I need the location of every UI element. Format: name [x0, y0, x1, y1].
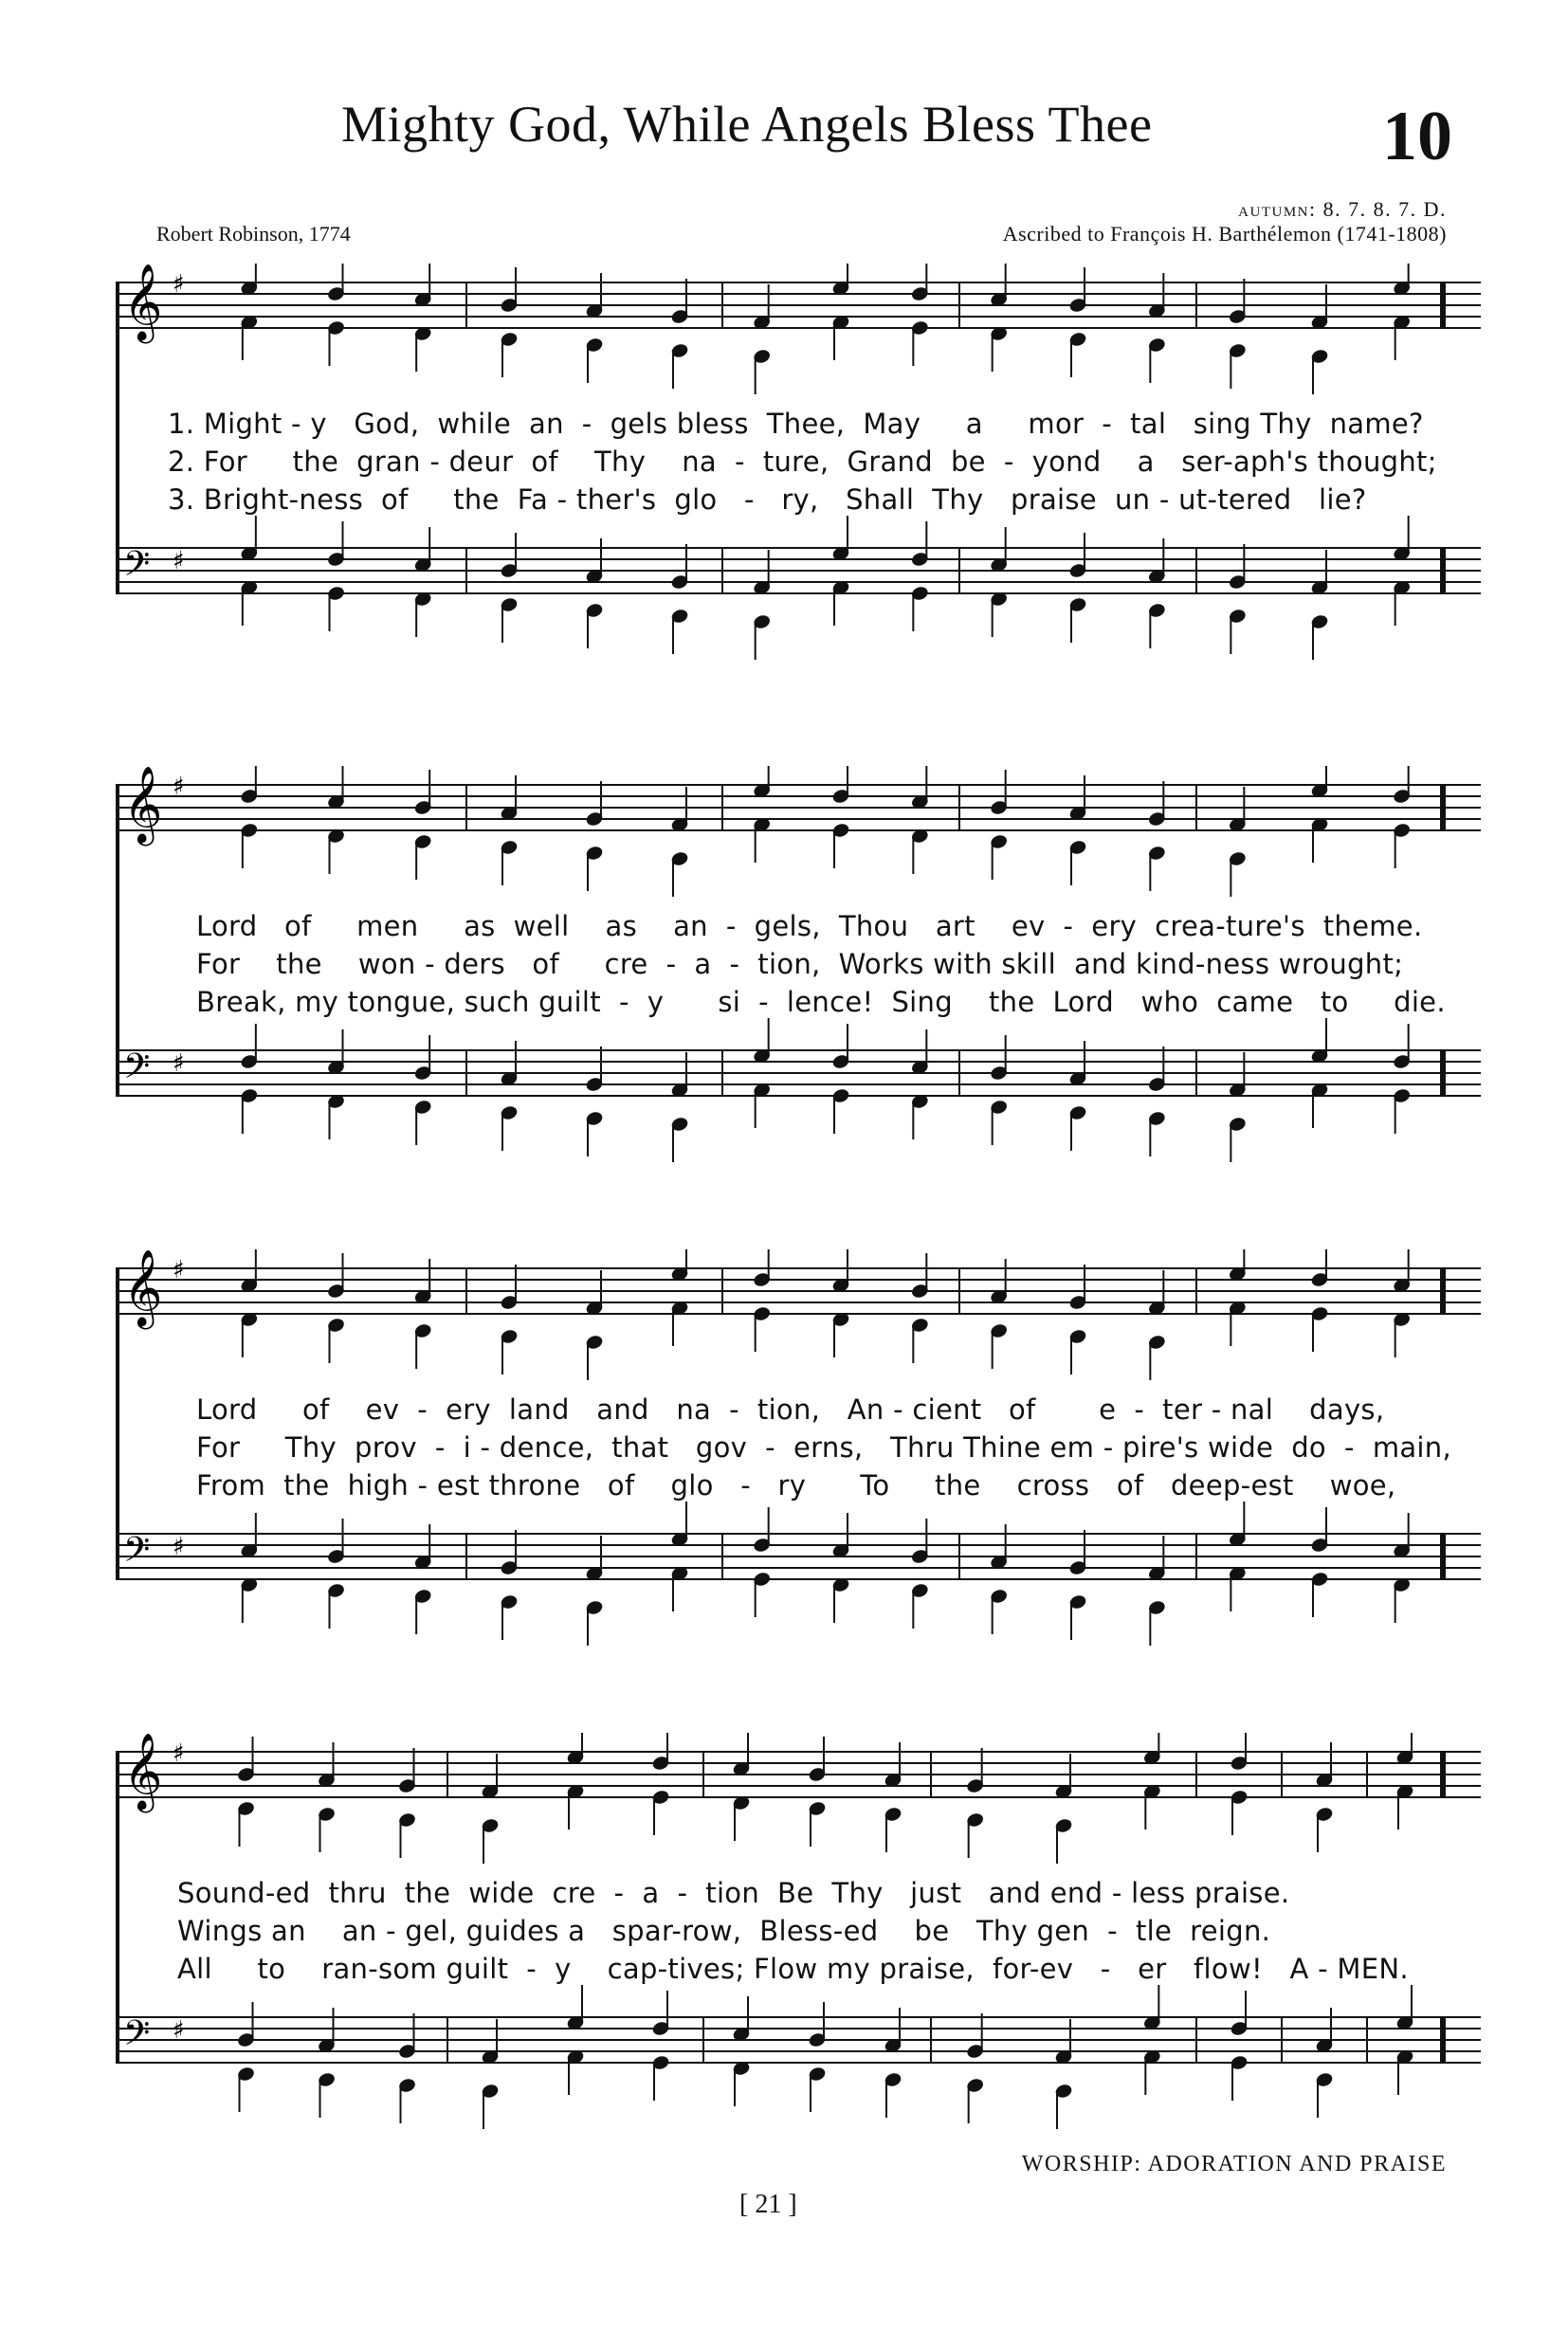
music-system-4: [116, 1733, 1481, 2131]
music-system-3: [116, 1249, 1481, 1647]
key-signature-sharp-icon: ♯: [173, 1256, 185, 1284]
lyric-line-verse-2: For the won - ders of cre - a - tion, Works with skill and kind-ness wrought;: [196, 948, 1404, 980]
hymn-number: 10: [1382, 98, 1452, 175]
lyric-line-verse-3: From the high - est throne of glo - ry To the cross of deep-est woe,: [196, 1469, 1396, 1502]
treble-clef-icon: 𝄞: [123, 766, 163, 843]
bass-clef-icon: 𝄢: [123, 544, 151, 592]
lyric-line-verse-1: Lord of men as well as an - gels, Thou art ev - ery crea-ture's theme.: [196, 910, 1423, 942]
key-signature-sharp-icon: ♯: [173, 1739, 185, 1768]
hymn-title: Mighty God, While Angels Bless Thee: [341, 96, 1153, 153]
lyric-line-verse-3: Break, my tongue, such guilt - y si - lence! Sing the Lord who came to die.: [196, 986, 1446, 1018]
lyric-line-verse-2: For Thy prov - i - dence, that gov - erns, Thru Thine em - pire's wide do - main,: [196, 1431, 1451, 1464]
composer-credit: Ascribed to François H. Barthélemon (1741-1808): [1002, 222, 1447, 246]
key-signature-sharp-icon: ♯: [173, 270, 185, 299]
lyric-line-verse-1: Lord of ev - ery land and na - tion, An - cient of e - ter - nal days,: [196, 1393, 1385, 1426]
hymn-category: WORSHIP: ADORATION AND PRAISE: [1021, 2152, 1447, 2176]
bass-clef-icon: 𝄢: [123, 2013, 151, 2062]
lyric-line-verse-1: 1. Might - y God, while an - gels bless Thee, May a mor - tal sing Thy name?: [168, 408, 1424, 440]
music-system-1: [116, 264, 1481, 662]
treble-clef-icon: 𝄞: [123, 1249, 163, 1326]
key-signature-sharp-icon: ♯: [173, 1533, 185, 1561]
lyric-line-verse-3: 3. Bright-ness of the Fa - ther's glo - ry, Shall Thy praise un - ut-tered lie?: [168, 483, 1367, 516]
lyric-line-verse-2: Wings an an - gel, guides a spar-row, Bless-ed be Thy gen - tle reign.: [177, 1915, 1271, 1947]
page-number: [ 21 ]: [739, 2190, 797, 2219]
meter-label: 8. 7. 8. 7. D.: [1322, 197, 1447, 221]
bass-clef-icon: 𝄢: [123, 1047, 151, 1095]
author-credit: Robert Robinson, 1774: [156, 222, 351, 246]
music-system-2: [116, 766, 1481, 1164]
key-signature-sharp-icon: ♯: [173, 1049, 185, 1078]
bass-clef-icon: 𝄢: [123, 1530, 151, 1578]
treble-clef-icon: 𝄞: [123, 264, 163, 340]
lyric-line-verse-3: All to ran-som guilt - y cap-tives; Flow my praise, for-ev - er flow! A - MEN.: [177, 1953, 1409, 1985]
key-signature-sharp-icon: ♯: [173, 547, 185, 575]
key-signature-sharp-icon: ♯: [173, 2016, 185, 2045]
key-signature-sharp-icon: ♯: [173, 773, 185, 801]
tune-name: autumn:: [1238, 197, 1317, 221]
lyric-line-verse-2: 2. For the gran - deur of Thy na - ture, Grand be - yond a ser-aph's thought;: [168, 446, 1437, 478]
treble-clef-icon: 𝄞: [123, 1733, 163, 1810]
lyric-line-verse-1: Sound-ed thru the wide cre - a - tion Be Thy just and end - less praise.: [177, 1877, 1290, 1909]
tune-meter: [1238, 197, 1447, 222]
